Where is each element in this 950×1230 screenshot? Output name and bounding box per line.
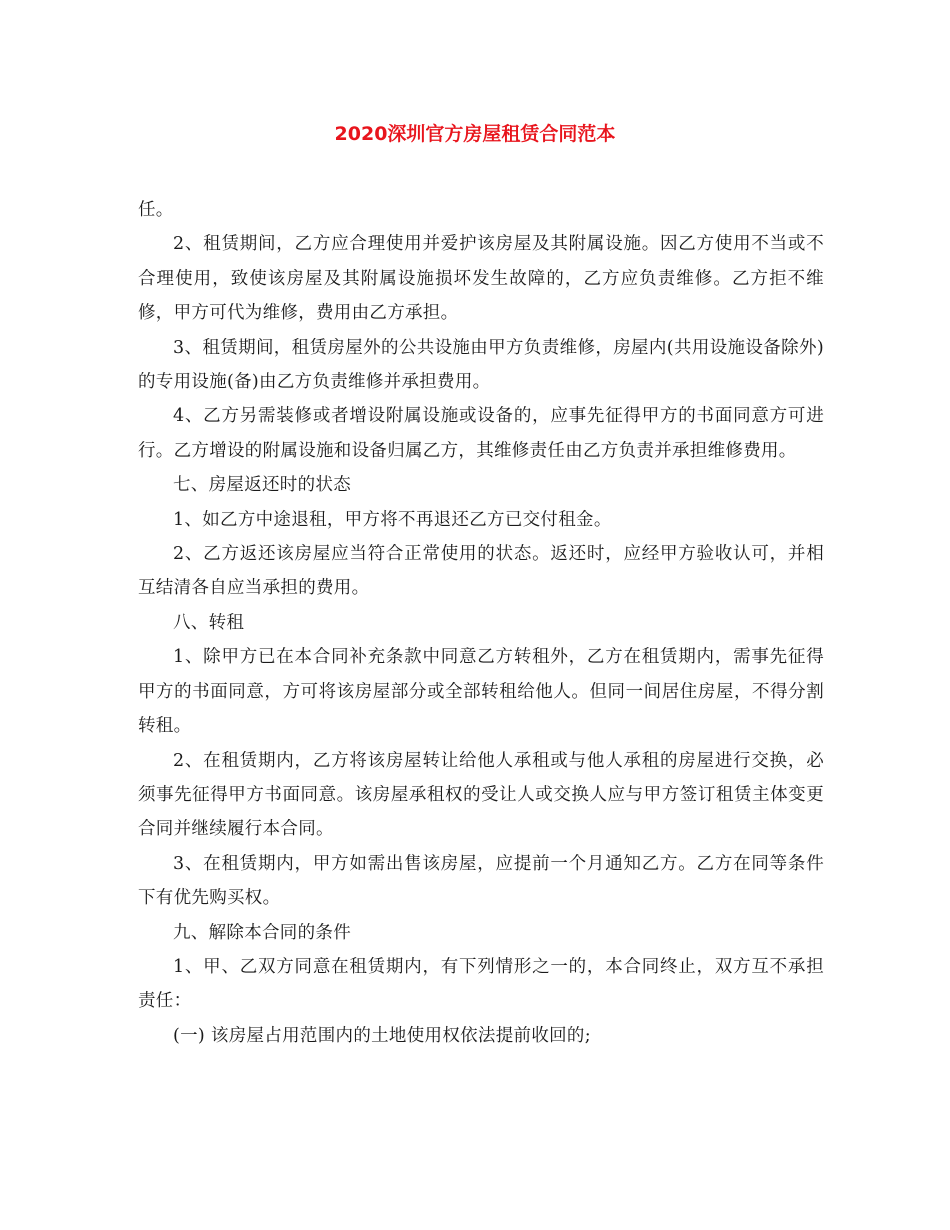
paragraph: 任。 <box>138 200 174 220</box>
document-title: 2020深圳官方房屋租赁合同范本 <box>334 123 616 145</box>
paragraph: 3、在租赁期内，甲方如需出售该房屋，应提前一个月通知乙方。乙方在同等条件下有优先购买权。 <box>138 853 824 909</box>
document-body <box>138 193 824 1053</box>
paragraph: 3、租赁期间，租赁房屋外的公共设施由甲方负责维修，房屋内(共用设施设备除外)的专用设施(备)由乙方负责维修并承担费用。 <box>138 337 824 393</box>
paragraph: 1、如乙方中途退租，甲方将不再退还乙方已交付租金。 <box>173 509 612 530</box>
paragraph: 九、解除本合同的条件 <box>173 922 351 943</box>
paragraph: 八、转租 <box>173 612 245 633</box>
paragraph: 七、房屋返还时的状态 <box>173 475 351 496</box>
paragraph: 2、租赁期间，乙方应合理使用并爱护该房屋及其附属设施。因乙方使用不当或不合理使用，致使该房屋及其附属设施损坏发生故障的，乙方应负责维修。乙方拒不维修，甲方可代为维修，费用由乙方承担。 <box>138 234 824 324</box>
paragraph: 4、乙方另需装修或者增设附属设施或设备的，应事先征得甲方的书面同意方可进行。乙方增设的附属设施和设备归属乙方，其维修责任由乙方负责并承担维修费用。 <box>138 406 824 461</box>
paragraph: 1、除甲方已在本合同补充条款中同意乙方转租外，乙方在租赁期内，需事先征得甲方的书面同意，方可将该房屋部分或全部转租给他人。但同一间居住房屋，不得分割转租。 <box>138 647 824 737</box>
paragraph: 2、乙方返还该房屋应当符合正常使用的状态。返还时，应经甲方验收认可，并相互结清各自应当承担的费用。 <box>138 544 824 599</box>
paragraph: 1、甲、乙双方同意在租赁期内，有下列情形之一的，本合同终止，双方互不承担责任： <box>138 956 824 1012</box>
paragraph: 2、在租赁期内，乙方将该房屋转让给他人承租或与他人承租的房屋进行交换，必须事先征得甲方书面同意。该房屋承租权的受让人或交换人应与甲方签订租赁主体变更合同并继续履行本合同。 <box>138 750 824 840</box>
paragraph: (一) 该房屋占用范围内的土地使用权依法提前收回的; <box>173 1025 591 1046</box>
